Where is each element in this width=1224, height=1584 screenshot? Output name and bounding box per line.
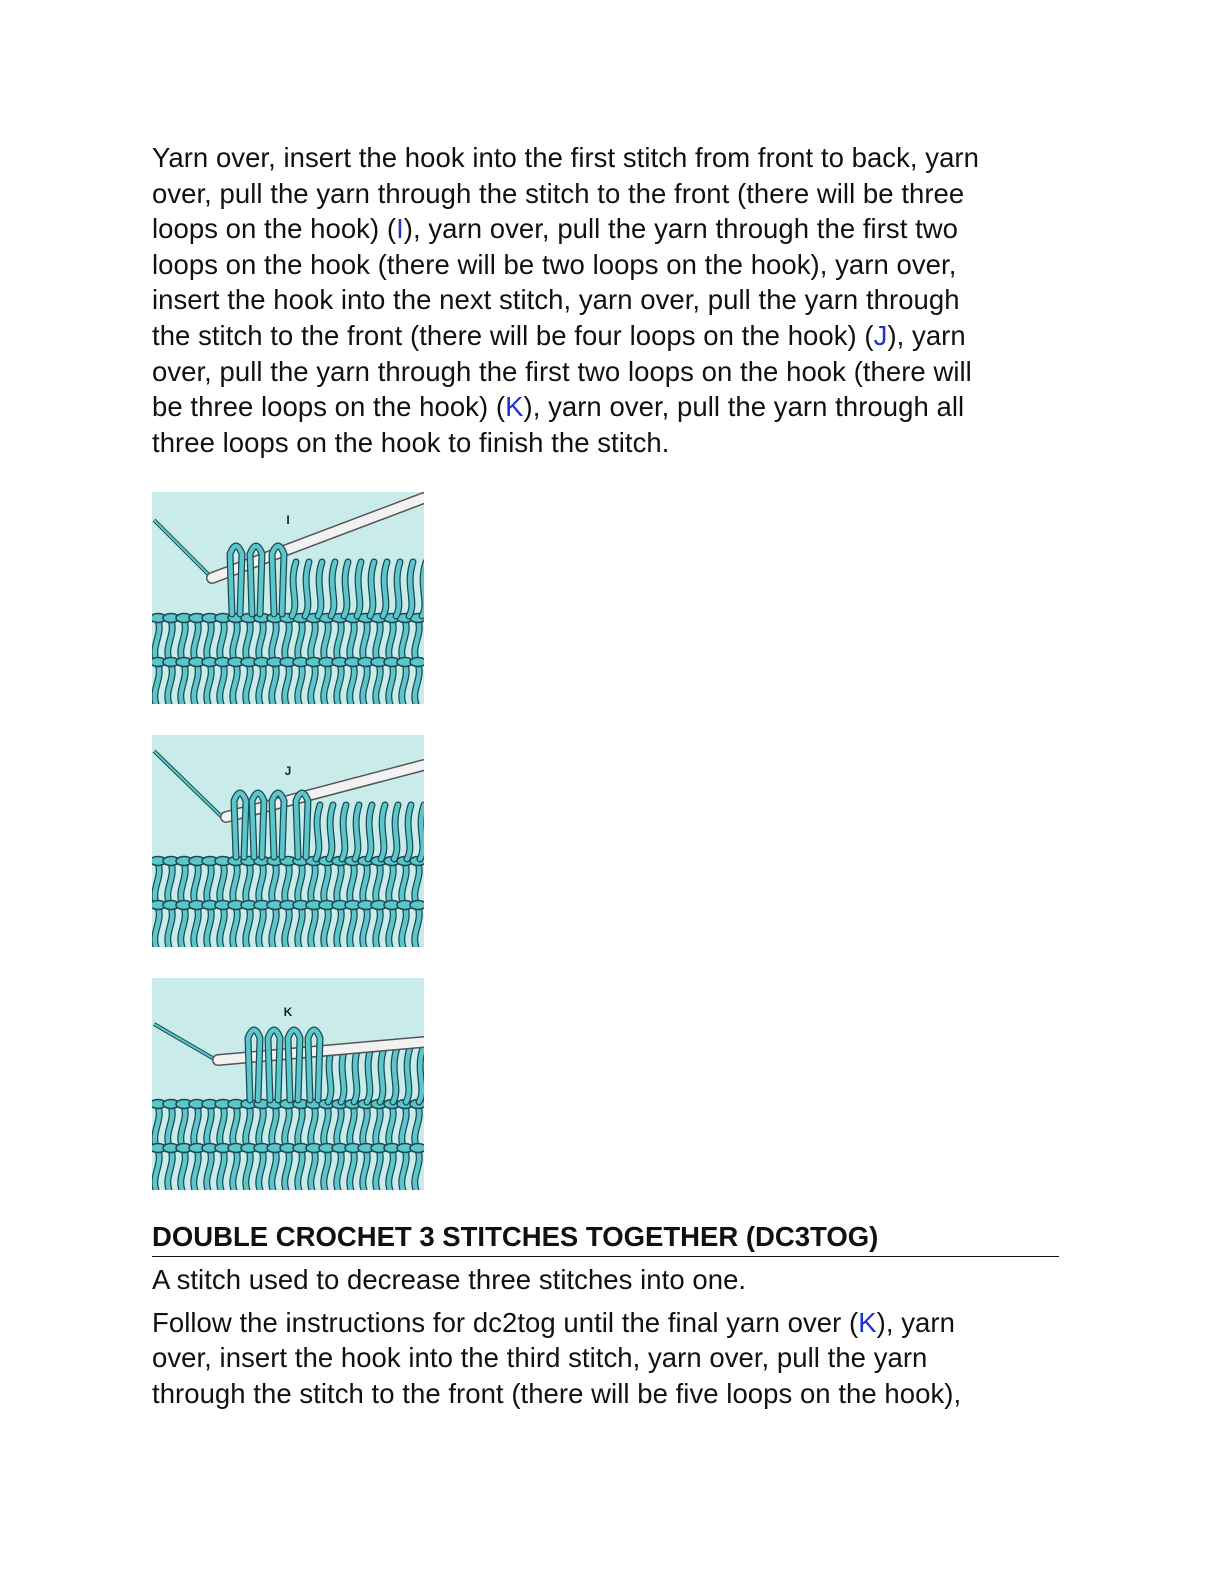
text-line: three loops on the hook to finish the stitch.: [152, 426, 670, 458]
stitch-post: [246, 863, 250, 903]
stitch-post: [207, 907, 211, 947]
stitch-post: [342, 805, 346, 859]
section-body: [152, 1262, 1062, 1411]
stitch-post: [415, 907, 419, 947]
stitch-post: [220, 664, 224, 704]
stitch-post: [350, 664, 354, 704]
stitch-post: [233, 863, 237, 903]
stitch-post: [181, 620, 185, 660]
crochet-illustration-k: [152, 978, 424, 1190]
stitch-post: [298, 1106, 302, 1146]
stitch-post: [233, 664, 237, 704]
stitch-post: [363, 863, 367, 903]
stitch-post: [363, 1106, 367, 1146]
stitch-post: [207, 863, 211, 903]
stitch-post: [168, 907, 172, 947]
stitch-post: [220, 863, 224, 903]
text-line: insert the hook into the next stitch, yarn over, pull the yarn through: [152, 284, 960, 316]
stitch-post: [350, 1106, 354, 1146]
stitch-post: [285, 664, 289, 704]
stitch-post: [285, 907, 289, 947]
stitch-post: [220, 1106, 224, 1146]
stitch-post: [246, 1106, 250, 1146]
stitch-post: [259, 863, 263, 903]
stitch-post: [396, 562, 400, 616]
stitch-post: [233, 907, 237, 947]
text-span: ), yarn over, pull the yarn through the first two: [403, 213, 959, 245]
stitch-post: [368, 805, 372, 859]
stitch-chain: [410, 1144, 424, 1153]
stitch-post: [168, 1106, 172, 1146]
figure-label: J: [284, 764, 292, 779]
stitch-post: [298, 620, 302, 660]
stitch-post: [168, 1150, 172, 1190]
stitch-post: [233, 1150, 237, 1190]
stitch-post: [381, 805, 385, 859]
stitch-post: [194, 907, 198, 947]
stitch-post: [168, 863, 172, 903]
stitch-post: [298, 1150, 302, 1190]
stitch-post: [376, 1150, 380, 1190]
illustrations: [152, 492, 1062, 1190]
stitch-post: [376, 664, 380, 704]
stitch-post: [155, 1150, 159, 1190]
stitch-post: [337, 620, 341, 660]
stitch-post: [363, 664, 367, 704]
stitch-post: [220, 1150, 224, 1190]
stitch-post: [337, 1106, 341, 1146]
stitch-post: [406, 1048, 410, 1102]
stitch-post: [363, 1150, 367, 1190]
figure-ref-i[interactable]: I: [396, 213, 404, 245]
stitch-post: [311, 907, 315, 947]
stitch-post: [324, 863, 328, 903]
hook-loop: [248, 1030, 260, 1100]
stitch-post: [194, 1106, 198, 1146]
stitch-post: [383, 562, 387, 616]
stitch-post: [285, 620, 289, 660]
stitch-post: [181, 1150, 185, 1190]
stitch-post: [246, 907, 250, 947]
figure-label: I: [286, 513, 290, 528]
figure-label: K: [283, 1005, 293, 1020]
crochet-illustration-j: [152, 735, 424, 947]
stitch-post: [181, 907, 185, 947]
working-yarn: [154, 751, 224, 819]
stitch-post: [272, 863, 276, 903]
stitch-post: [354, 1048, 358, 1102]
stitch-post: [324, 664, 328, 704]
stitch-post: [402, 907, 406, 947]
stitch-post: [194, 620, 198, 660]
text-line: [152, 389, 1062, 425]
stitch-post: [324, 620, 328, 660]
text-line: [152, 318, 1062, 354]
section-description: [152, 1262, 1062, 1298]
text-line: [152, 1305, 1062, 1341]
stitch-post: [331, 562, 335, 616]
stitch-post: [272, 907, 276, 947]
stitch-fabric: [152, 1024, 424, 1190]
text-line: over, pull the yarn through the first two loops on the hook (there will: [152, 355, 972, 387]
stitch-post: [376, 620, 380, 660]
hook-loop: [268, 1030, 280, 1100]
stitch-post: [409, 562, 413, 616]
text-span: loops on the hook) (: [152, 213, 397, 245]
stitch-post: [318, 562, 322, 616]
hook-loop: [308, 1030, 320, 1100]
stitch-post: [363, 620, 367, 660]
stitch-post: [181, 863, 185, 903]
stitch-fabric: [152, 498, 424, 704]
stitch-post: [415, 620, 419, 660]
stitch-chain: [410, 901, 424, 910]
crochet-diagram: [152, 735, 424, 947]
stitch-post: [363, 907, 367, 947]
stitch-post: [220, 620, 224, 660]
stitch-post: [415, 664, 419, 704]
stitch-post: [367, 1048, 371, 1102]
text-line: [152, 211, 1062, 247]
instruction-paragraph: [152, 140, 1062, 460]
stitch-post: [311, 863, 315, 903]
stitch-post: [393, 1048, 397, 1102]
text-line: A stitch used to decrease three stitches into one.: [152, 1264, 747, 1295]
stitch-post: [194, 1150, 198, 1190]
stitch-post: [168, 664, 172, 704]
stitch-post: [402, 620, 406, 660]
stitch-post: [233, 1106, 237, 1146]
stitch-post: [341, 1048, 345, 1102]
text-line: Yarn over, insert the hook into the first stitch from front to back, yarn: [152, 142, 979, 173]
crochet-diagram: [152, 492, 424, 704]
stitch-post: [311, 1150, 315, 1190]
stitch-post: [259, 907, 263, 947]
page-content: [152, 140, 1062, 1221]
stitch-post: [376, 863, 380, 903]
stitch-post: [419, 1048, 423, 1102]
stitch-post: [155, 863, 159, 903]
stitch-post: [337, 863, 341, 903]
stitch-post: [259, 664, 263, 704]
stitch-post: [380, 1048, 384, 1102]
stitch-post: [324, 1106, 328, 1146]
stitch-post: [350, 620, 354, 660]
stitch-post: [389, 907, 393, 947]
stitch-post: [285, 1150, 289, 1190]
stitch-post: [305, 562, 309, 616]
stitch-post: [207, 620, 211, 660]
text-line: over, pull the yarn through the stitch to the front (there will be three: [152, 177, 965, 209]
stitch-post: [298, 907, 302, 947]
stitch-post: [324, 1150, 328, 1190]
hook-loop: [230, 546, 242, 614]
stitch-post: [389, 664, 393, 704]
stitch-post: [355, 805, 359, 859]
stitch-post: [337, 1150, 341, 1190]
figure-ref-k[interactable]: K: [858, 1306, 877, 1338]
stitch-post: [155, 907, 159, 947]
stitch-post: [207, 1150, 211, 1190]
stitch-post: [415, 863, 419, 903]
figure-ref-k[interactable]: K: [505, 391, 524, 423]
figure-ref-j[interactable]: J: [873, 319, 888, 351]
stitch-post: [337, 907, 341, 947]
stitch-post: [155, 620, 159, 660]
stitch-post: [181, 1106, 185, 1146]
stitch-post: [285, 863, 289, 903]
hook-loop: [234, 793, 246, 857]
stitch-post: [389, 1150, 393, 1190]
stitch-post: [402, 1150, 406, 1190]
stitch-post: [370, 562, 374, 616]
stitch-post: [337, 664, 341, 704]
stitch-post: [272, 1150, 276, 1190]
stitch-post: [402, 1106, 406, 1146]
stitch-post: [407, 805, 411, 859]
stitch-post: [181, 664, 185, 704]
stitch-post: [311, 620, 315, 660]
stitch-post: [233, 620, 237, 660]
text-span: Follow the instructions for dc2tog until the final yarn over (: [152, 1306, 859, 1338]
stitch-post: [389, 620, 393, 660]
stitch-post: [155, 664, 159, 704]
hook-loop: [288, 1030, 300, 1100]
stitch-post: [415, 1106, 419, 1146]
stitch-post: [207, 664, 211, 704]
stitch-post: [220, 907, 224, 947]
stitch-post: [259, 620, 263, 660]
stitch-fabric: [152, 751, 424, 947]
stitch-post: [389, 1106, 393, 1146]
stitch-post: [350, 1150, 354, 1190]
text-line: through the stitch to the front (there will be five loops on the hook),: [152, 1377, 962, 1409]
stitch-post: [259, 1150, 263, 1190]
stitch-post: [285, 1106, 289, 1146]
text-span: the stitch to the front (there will be four loops on the hook) (: [152, 319, 874, 351]
stitch-post: [402, 664, 406, 704]
working-yarn: [154, 520, 210, 576]
stitch-post: [311, 664, 315, 704]
working-yarn: [154, 1024, 216, 1060]
stitch-post: [194, 863, 198, 903]
stitch-post: [394, 805, 398, 859]
stitch-post: [207, 1106, 211, 1146]
stitch-post: [298, 863, 302, 903]
stitch-post: [376, 907, 380, 947]
stitch-post: [344, 562, 348, 616]
text-span: ), yarn: [876, 1306, 955, 1338]
stitch-post: [389, 863, 393, 903]
crochet-illustration-i: [152, 492, 424, 704]
text-line: over, insert the hook into the third stitch, yarn over, pull the yarn: [152, 1342, 928, 1374]
text-span: ), yarn over, pull the yarn through all: [523, 391, 965, 423]
text-line: loops on the hook (there will be two loops on the hook), yarn over,: [152, 248, 957, 280]
stitch-post: [350, 907, 354, 947]
stitch-post: [376, 1106, 380, 1146]
stitch-post: [272, 1106, 276, 1146]
stitch-post: [272, 664, 276, 704]
stitch-post: [246, 1150, 250, 1190]
stitch-post: [168, 620, 172, 660]
crochet-diagram: [152, 978, 424, 1190]
stitch-post: [357, 562, 361, 616]
stitch-post: [298, 664, 302, 704]
stitch-post: [272, 620, 276, 660]
stitch-post: [246, 620, 250, 660]
stitch-post: [311, 1106, 315, 1146]
text-span: ), yarn: [887, 319, 966, 351]
stitch-post: [350, 863, 354, 903]
stitch-post: [420, 805, 424, 859]
section-heading: DOUBLE CROCHET 3 STITCHES TOGETHER (DC3TOG): [152, 1219, 1059, 1257]
text-span: be three loops on the hook) (: [152, 391, 506, 423]
stitch-post: [194, 664, 198, 704]
stitch-post: [329, 805, 333, 859]
stitch-post: [259, 1106, 263, 1146]
section-paragraph: [152, 1305, 1062, 1412]
stitch-chain: [410, 658, 424, 667]
stitch-post: [415, 1150, 419, 1190]
stitch-post: [155, 1106, 159, 1146]
stitch-post: [246, 664, 250, 704]
stitch-post: [316, 805, 320, 859]
stitch-post: [402, 863, 406, 903]
stitch-post: [292, 562, 296, 616]
stitch-post: [324, 907, 328, 947]
